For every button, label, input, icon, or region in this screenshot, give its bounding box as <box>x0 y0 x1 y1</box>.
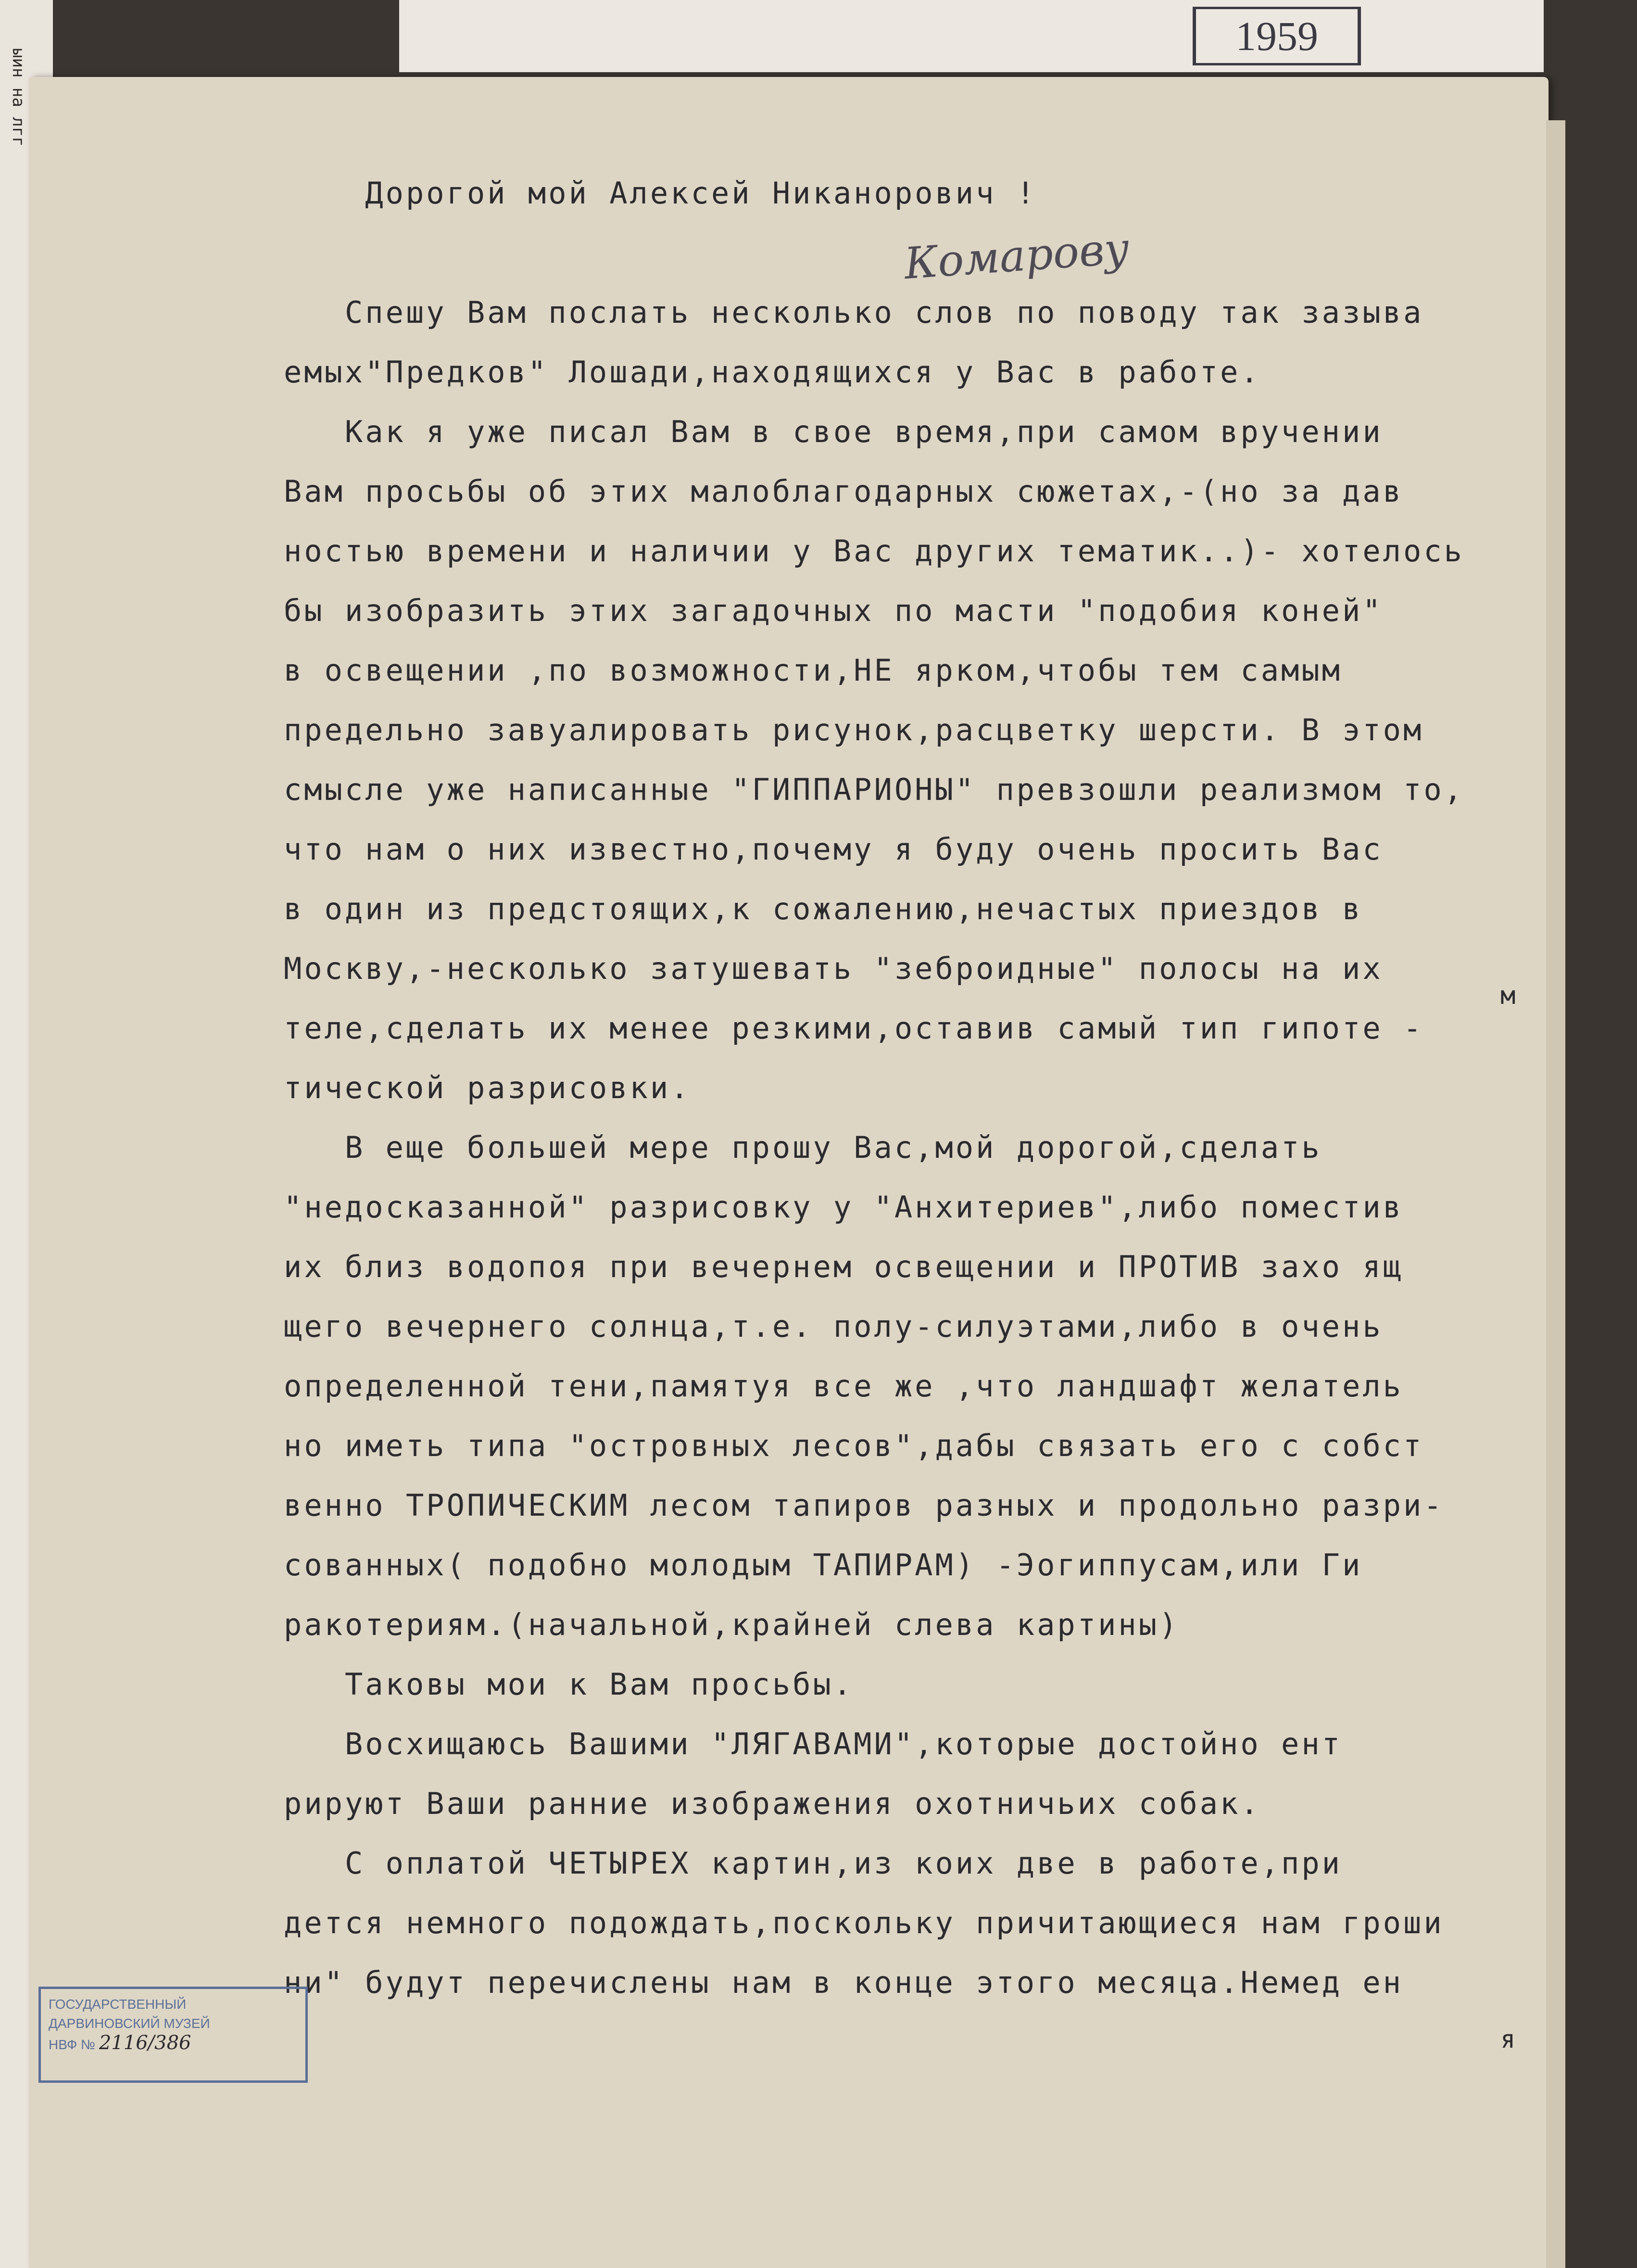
letter-line: в один из предстоящих,к сожалению,нечастых приездов в <box>284 891 1363 926</box>
stamp-line: ГОСУДАРСТВЕННЫЙ <box>49 1997 187 2012</box>
letter-line: рируют Ваши ранние изображения охотничьих собак. <box>284 1786 1261 1821</box>
letter-line: ни" будут перечислены нам в конце этого месяца.Немед ен <box>284 1965 1403 2000</box>
letter-line: определенной тени,памятуя все же ,что ландшафт желатель <box>284 1368 1403 1404</box>
letter-line: Москву,-несколько затушевать "зеброидные" полосы на их <box>284 951 1383 986</box>
letter-line: "недосказанной" разрисовку у "Анхитериев",либо поместив <box>284 1190 1403 1225</box>
letter-line: Вам просьбы об этих малоблагодарных сюжетах,-(но за дав <box>284 474 1403 509</box>
stamp-line <box>49 2033 298 2054</box>
margin-mark: м <box>1500 981 1516 1010</box>
letter-line: сованных( подобно молодым ТАПИРАМ) -Эогиппусам,или Ги <box>284 1547 1363 1583</box>
stamp-label: НВФ № <box>49 2037 96 2052</box>
letter-line: В еще большей мере прошу Вас,мой дорогой,сделать <box>284 1130 1322 1165</box>
letter-body <box>284 164 1515 2013</box>
letter-line: щего вечернего солнца,т.е. полу-силуэтами,либо в очень <box>284 1309 1383 1344</box>
stamp-line: ДАРВИНОВСКИЙ МУЗЕЙ <box>49 2016 210 2031</box>
margin-mark: я <box>1500 2025 1516 2054</box>
letter-line: С оплатой ЧЕТЫРЕХ картин,из коих две в работе,при <box>284 1846 1343 1881</box>
letter-line: их близ водопоя при вечернем освещении и ПРОТИВ захо ящ <box>284 1249 1403 1284</box>
letter-line: в освещении ,по возможности,НЕ ярком,чтобы тем самым <box>284 653 1343 688</box>
back-sheet <box>399 0 1544 72</box>
letter-line: тической разрисовки. <box>284 1070 691 1105</box>
letter-line <box>284 223 1515 283</box>
letter-line: ракотериям.(начальной,крайней слева картины) <box>284 1607 1180 1642</box>
letter-line: бы изобразить этих загадочных по масти "подобия коней" <box>284 593 1383 628</box>
handwritten-note: Комарову <box>902 223 1131 290</box>
letter-line: ностью времени и наличии у Вас других тематик..)- хотелось <box>284 533 1464 569</box>
letter-line: Восхищаюсь Вашими "ЛЯГАВАМИ",которые достойно ент <box>284 1726 1343 1761</box>
letter-line: емых"Предков" Лошади,находящихся у Вас в работе. <box>284 355 1261 390</box>
letter-line: Спешу Вам послать несколько слов по поводу так зазыва <box>284 295 1424 330</box>
archive-stamp <box>38 1987 308 2083</box>
stamp-number: 2116/386 <box>99 2032 191 2054</box>
letter-line: теле,сделать их менее резкими,оставив самый тип гипоте - <box>284 1011 1424 1046</box>
letter-line: предельно завуалировать рисунок,расцветку шерсти. В этом <box>284 712 1424 748</box>
archive-number-label: 1959 <box>1197 10 1356 63</box>
letter-line: смысле уже написанные "ГИППАРИОНЫ" превзошли реализмом то, <box>284 772 1464 807</box>
letter-line: что нам о них известно,почему я буду очень просить Вас <box>284 832 1383 867</box>
letter-line: Дорогой мой Алексей Никанорович ! <box>284 176 1037 211</box>
letter-line: Как я уже писал Вам в свое время,при самом вручении <box>284 414 1383 449</box>
letter-line: дется немного подождать,поскольку причитающиеся нам гроши <box>284 1905 1444 1940</box>
sheet-edge <box>1546 120 1565 2268</box>
letter-line: но иметь типа "островных лесов",дабы связать его с собст <box>284 1428 1424 1463</box>
letter-line: венно ТРОПИЧЕСКИМ лесом тапиров разных и продольно разри- <box>284 1488 1444 1523</box>
letter-line: Таковы мои к Вам просьбы. <box>284 1667 854 1702</box>
underlying-sheet-text: ыин на лгг <box>9 48 28 147</box>
